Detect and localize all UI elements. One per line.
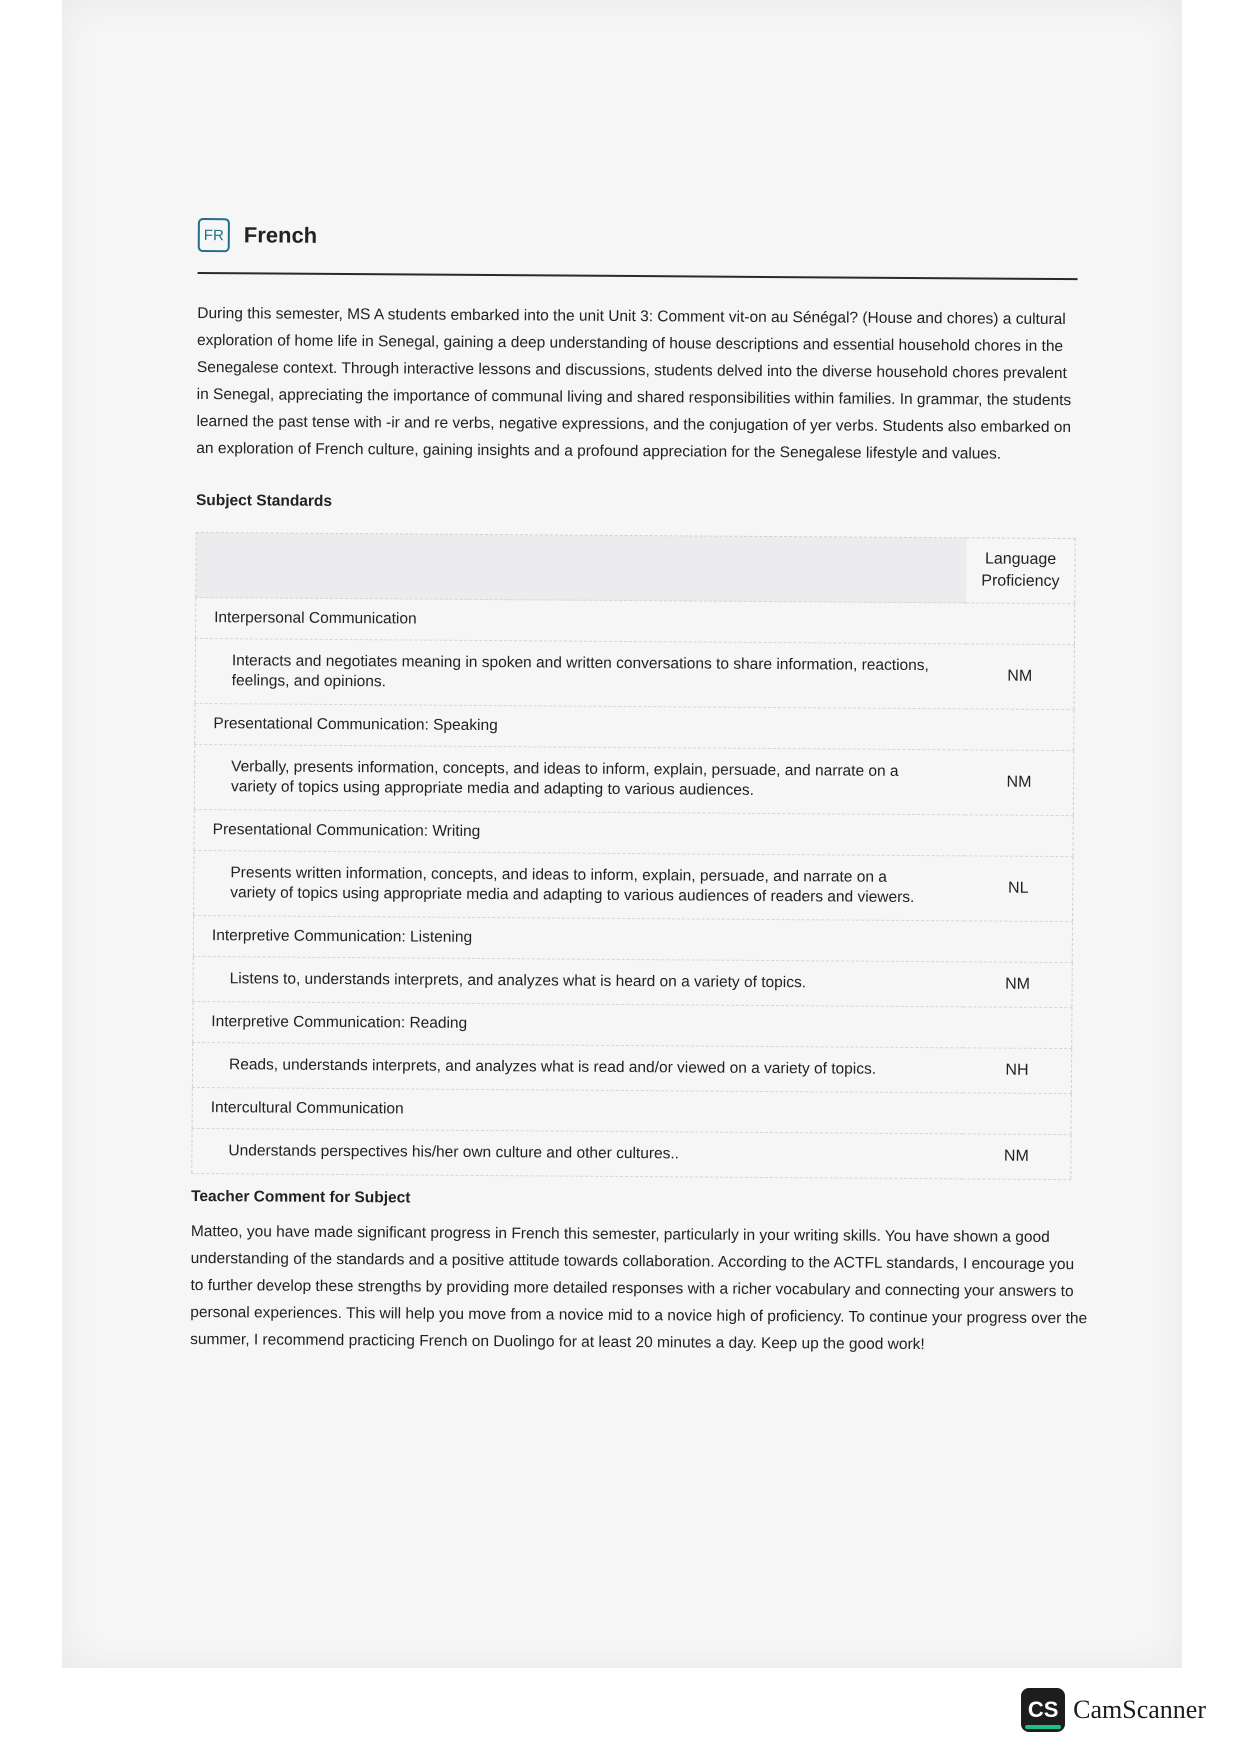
unit-description: During this semester, MS A students embarked into the unit Unit 3: Comment vit-on au Sénégal? (House and chores) a cultural exploration of home life in Senegal, gaining a deep understanding of house descriptions and essential household chores in the Senegalese context. Through interactive lessons and discussions, students delved into the diverse household chores prevalent in Senegal, appreciating the importance of communal living and shared responsibilities within families. In grammar, the students learned the past tense with -ir and re verbs, negative expressions, and the conjugation of yer verbs. Students also embarked on an exploration of French culture, gaining insights and a profound appreciation for the Senegalese lifestyle and values. [196, 304, 1072, 463]
standard-group-name: Presentational Communication: Speaking [195, 703, 966, 749]
standard-group-name: Intercultural Communication [192, 1087, 963, 1133]
report-section [190, 210, 1088, 1359]
teacher-comment-text: Matteo, you have made significant progress in French this semester, particularly in your writing skills. You have shown a good understanding of the standards and a positive attitude towards collaboration. According to the ACTFL standards, I encourage you to further develop these strengths by providing more detailed responses with a richer vocabulary and connecting your answers to personal experiences. This will help you move from a novice mid to a novice high of proficiency. To continue your progress over the summer, I recommend practicing French on Duolingo for at least 20 minutes a day. Keep up the good work! [190, 1222, 1088, 1354]
standard-row [192, 1128, 1071, 1179]
proficiency-column-header: Language Proficiency [966, 538, 1075, 604]
standard-group-name: Presentational Communication: Writing [194, 809, 965, 855]
subject-code-badge: FR [198, 218, 230, 252]
standards-heading: Subject Standards [195, 491, 333, 510]
camscanner-logo-icon: CS [1021, 1688, 1065, 1732]
standard-description: Understands perspectives his/her own culture and other cultures.. [192, 1128, 963, 1178]
standard-description: Presents written information, concepts, and ideas to inform, explain, persuade, and narrate on a variety of topics using appropriate media and adapting to various audiences of readers and viewers. [194, 850, 965, 920]
standard-group-row [195, 703, 1074, 750]
standard-row [194, 744, 1073, 815]
subject-title: French [243, 222, 318, 248]
table-header-row [196, 532, 1075, 603]
standard-group-row [193, 1001, 1072, 1048]
standard-group-row [196, 597, 1075, 644]
standard-group-level-blank [964, 921, 1073, 963]
standard-description: Reads, understands interprets, and analyzes what is read and/or viewed on a variety of topics. [192, 1042, 963, 1092]
standard-group-level-blank [963, 1007, 1072, 1049]
camscanner-watermark [1021, 1688, 1206, 1732]
table-header-blank [196, 532, 967, 602]
standard-group-name: Interpersonal Communication [196, 597, 967, 643]
standard-group-row [194, 809, 1073, 856]
standard-group-row [192, 1087, 1071, 1134]
proficiency-level: NM [963, 962, 1072, 1008]
proficiency-level: NM [966, 644, 1075, 710]
standard-group-level-blank [963, 1093, 1072, 1135]
proficiency-level: NL [964, 856, 1073, 922]
standard-group-name: Interpretive Communication: Listening [193, 915, 964, 961]
standard-description: Verbally, presents information, concepts, and ideas to inform, explain, persuade, and narrate on a variety of topics using appropriate media and adapting to various audiences. [194, 744, 965, 814]
standard-row [194, 850, 1073, 921]
proficiency-level: NM [965, 750, 1074, 816]
camscanner-name: CamScanner [1073, 1695, 1206, 1724]
standard-description: Listens to, understands interprets, and analyzes what is heard on a variety of topics. [193, 956, 964, 1006]
standard-row [193, 956, 1072, 1007]
standard-group-row [193, 915, 1072, 962]
standards-table [191, 532, 1075, 1180]
standard-row [192, 1042, 1071, 1093]
standard-group-level-blank [965, 815, 1074, 857]
proficiency-level: NM [962, 1134, 1071, 1180]
standard-group-level-blank [965, 709, 1074, 751]
teacher-comment-heading: Teacher Comment for Subject [191, 1187, 411, 1207]
standard-group-name: Interpretive Communication: Reading [193, 1001, 964, 1047]
standard-row [195, 638, 1074, 709]
subject-header [198, 210, 1078, 280]
standard-description: Interacts and negotiates meaning in spoken and written conversations to share information, reactions, feelings, and opinions. [195, 638, 966, 708]
proficiency-level: NH [963, 1048, 1072, 1094]
standard-group-level-blank [966, 603, 1075, 645]
